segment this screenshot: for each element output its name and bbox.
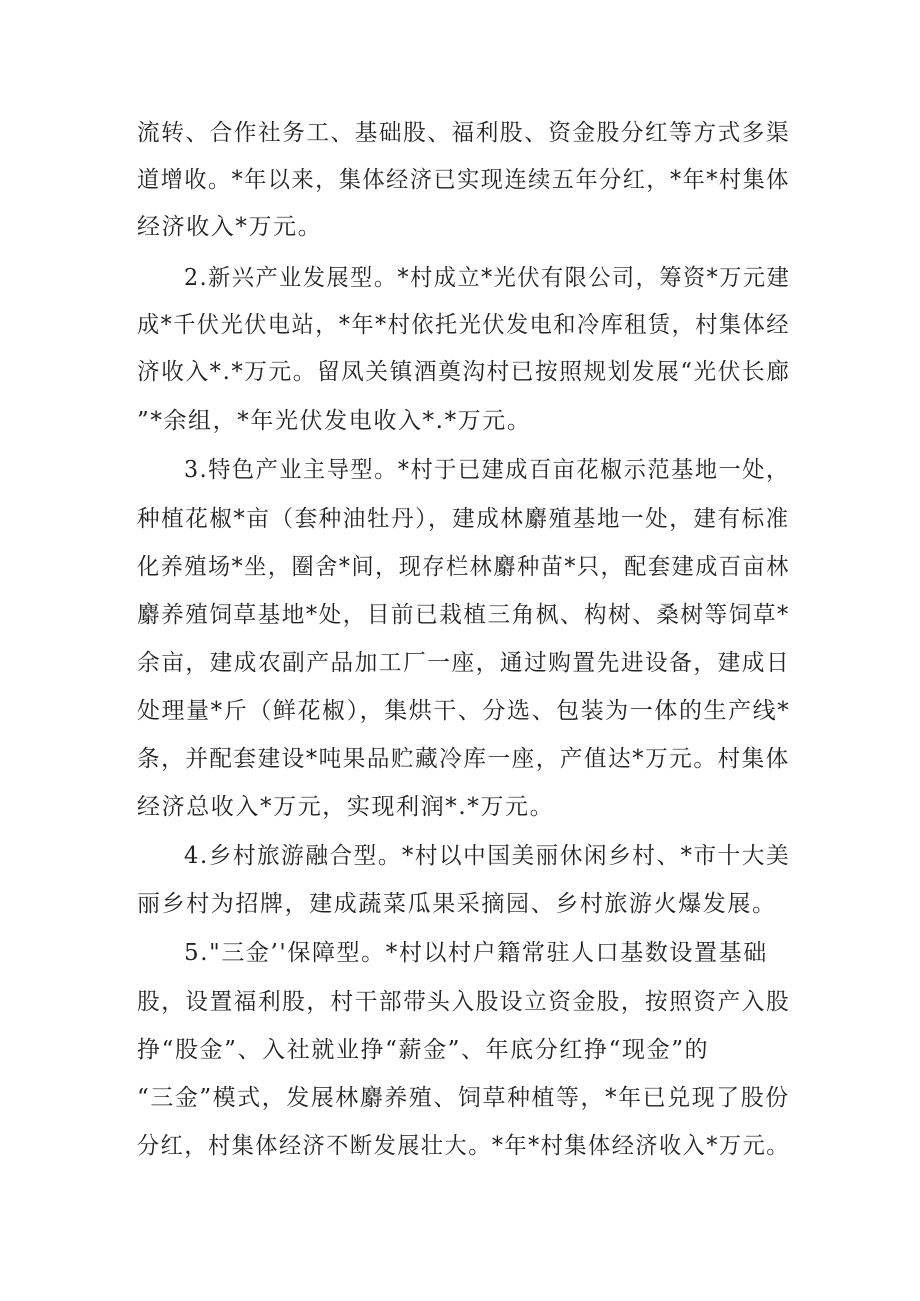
text-line: 丽乡村为招牌，建成蔬菜瓜果采摘园、乡村旅游火爆发展。 bbox=[137, 891, 777, 917]
text-line: 处理量*斤（鲜花椒），集烘干、分选、包装为一体的生产线* bbox=[137, 698, 791, 724]
paragraph-5-first-line: 5."三金’'保障型。*村以村户籍常驻人口基数设置基础 bbox=[184, 940, 768, 966]
text-line: 挣“股金”、入社就业挣“薪金”、年底分红挣“现金”的 bbox=[137, 1037, 710, 1063]
paragraph-4-first-line: 4.乡村旅游融合型。*村以中国美丽休闲乡村、*市十大美 bbox=[184, 843, 791, 869]
text-line: 流转、合作社务工、基础股、福利股、资金股分红等方式多渠 bbox=[137, 120, 791, 146]
paragraph-2-first-line: 2.新兴产业发展型。*村成立*光伏有限公司，筹资*万元建 bbox=[184, 265, 791, 291]
text-line: 济收入*.*万元。留凤关镇酒奠沟村已按照规划发展“光伏长廊 bbox=[137, 359, 791, 385]
text-line: 条，并配套建设*吨果品贮藏冷库一座，产值达*万元。村集体 bbox=[137, 746, 790, 772]
text-line: “三金”模式，发展林麝养殖、饲草种植等，*年已兑现了股份 bbox=[137, 1085, 790, 1111]
text-line: 经济收入*万元。 bbox=[137, 214, 323, 240]
text-line: 股，设置福利股，村干部带头入股设立资金股，按照资产入股 bbox=[137, 989, 791, 1015]
paragraph-3-first-line: 3.特色产业主导型。*村于已建成百亩花椒示范基地一处， bbox=[184, 457, 790, 483]
text-line: 化养殖场*坐，圈舍*间，现存栏林麝种苗*只，配套建成百亩林 bbox=[137, 554, 790, 580]
text-line: 分红，村集体经济不断发展壮大。*年*村集体经济收入*万元。 bbox=[137, 1133, 790, 1159]
text-line: ”*余组，*年光伏发电收入*.*万元。 bbox=[137, 408, 532, 434]
text-line: 余亩，建成农副产品加工厂一座，通过购置先进设备，建成日 bbox=[137, 650, 791, 676]
text-line: 成*千伏光伏电站，*年*村依托光伏发电和冷库租赁，村集体经 bbox=[137, 312, 790, 338]
text-line: 麝养殖饲草基地*处，目前已栽植三角枫、构树、桑树等饲草* bbox=[137, 602, 790, 628]
text-line: 道增收。*年以来，集体经济已实现连续五年分红，*年*村集体 bbox=[137, 167, 790, 193]
text-line: 种植花椒*亩（套种油牡丹），建成林麝殖基地一处，建有标准 bbox=[137, 506, 790, 532]
text-line: 经济总收入*万元，实现利润*.*万元。 bbox=[137, 794, 555, 820]
